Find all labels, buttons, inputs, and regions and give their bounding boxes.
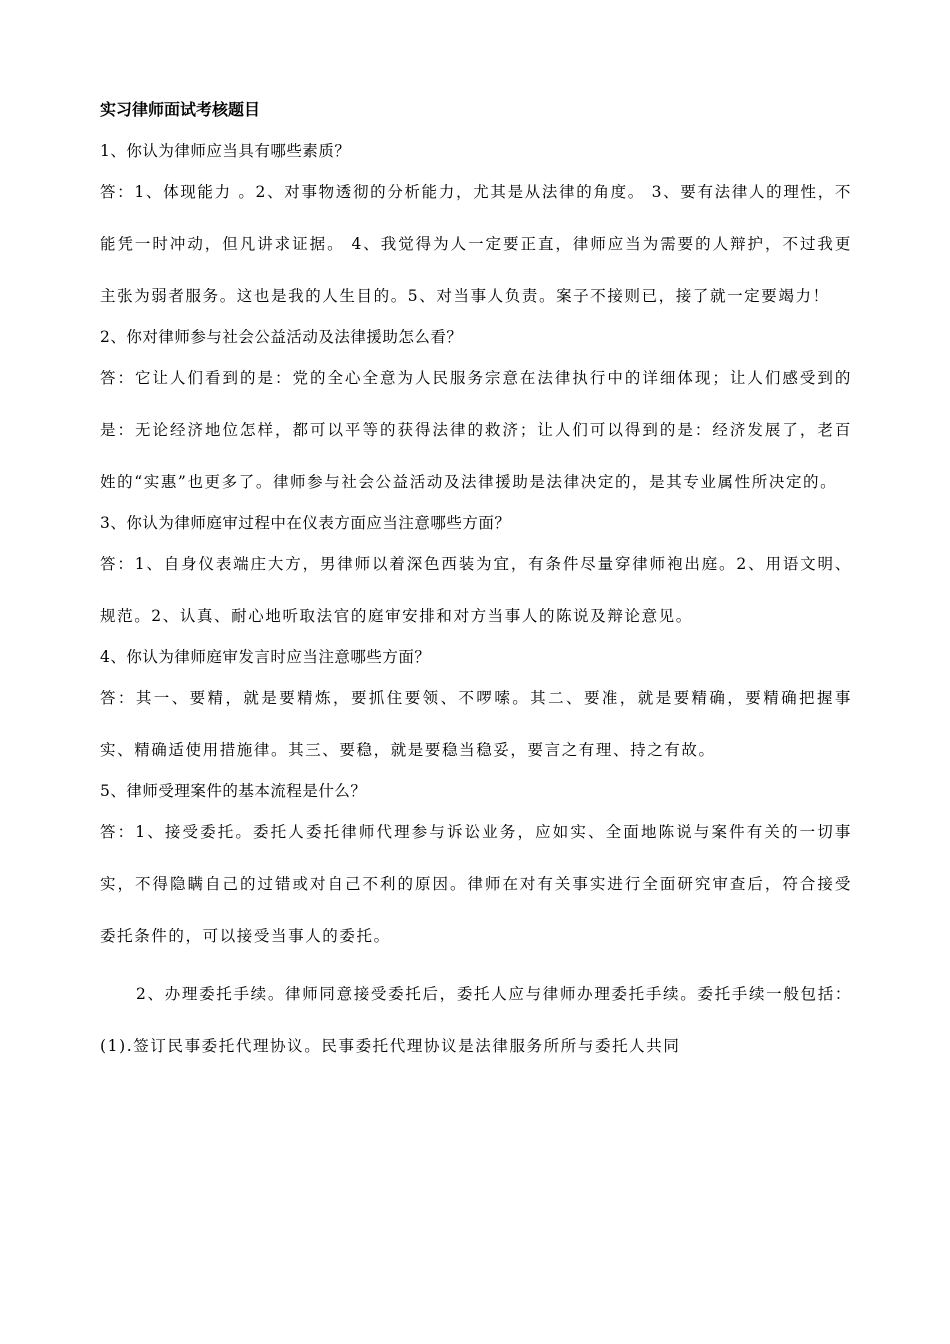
question-4: 4、你认为律师庭审发言时应当注意哪些方面？ bbox=[100, 648, 431, 666]
answer-5: 答：1、接受委托。委托人委托律师代理参与诉讼业务，应如实、全面地陈说与案件有关的一切事实，不得隐瞒自己的过错或对自己不利的原因。律师在对有关事实进行全面研究审查后，符合接受委托条件的，可以接受当事人的委托。 bbox=[100, 823, 852, 945]
document-title: 实习律师面试考核题目 bbox=[100, 100, 261, 119]
document-page bbox=[100, 97, 852, 1072]
question-1: 1、你认为律师应当具有哪些素质？ bbox=[100, 142, 351, 160]
answer-2: 答：它让人们看到的是：党的全心全意为人民服务宗意在法律执行中的详细体现；让人们感受到的是：无论经济地位怎样，都可以平等的获得法律的救济；让人们可以得到的是：经济发展了，老百姓的“实惠”也更多了。律师参与社会公益活动及法律援助是法律决定的，是其专业属性所决定的。 bbox=[100, 369, 852, 491]
question-2: 2、你对律师参与社会公益活动及法律援助怎么看？ bbox=[100, 328, 463, 346]
question-3: 3、你认为律师庭审过程中在仪表方面应当注意哪些方面？ bbox=[100, 514, 511, 532]
answer-4: 答：其一、要精，就是要精炼，要抓住要领、不啰嗦。其二、要准，就是要精确，要精确把握事实、精确适使用措施律。其三、要稳，就是要稳当稳妥，要言之有理、持之有故。 bbox=[100, 689, 852, 759]
question-5: 5、律师受理案件的基本流程是什么？ bbox=[100, 782, 367, 800]
answer-3: 答：1、自身仪表端庄大方，男律师以着深色西装为宜，有条件尽量穿律师袍出庭。2、用语文明、规范。2、认真、耐心地听取法官的庭审安排和对方当事人的陈说及辩论意见。 bbox=[100, 555, 852, 625]
answer-5-continuation: 2、办理委托手续。律师同意接受委托后，委托人应与律师办理委托手续。委托手续一般包括：(1).签订民事委托代理协议。民事委托代理协议是法律服务所所与委托人共同 bbox=[100, 985, 852, 1055]
answer-1: 答：1、体现能力 。2、对事物透彻的分析能力，尤其是从法律的角度。 3、要有法律人的理性，不能凭一时冲动，但凡讲求证据。 4、我觉得为人一定要正直，律师应当为需要的人辩护，不过我更主张为弱者服务。这也是我的人生目的。5、对当事人负责。案子不接则已，接了就一定要竭力！ bbox=[100, 183, 852, 305]
